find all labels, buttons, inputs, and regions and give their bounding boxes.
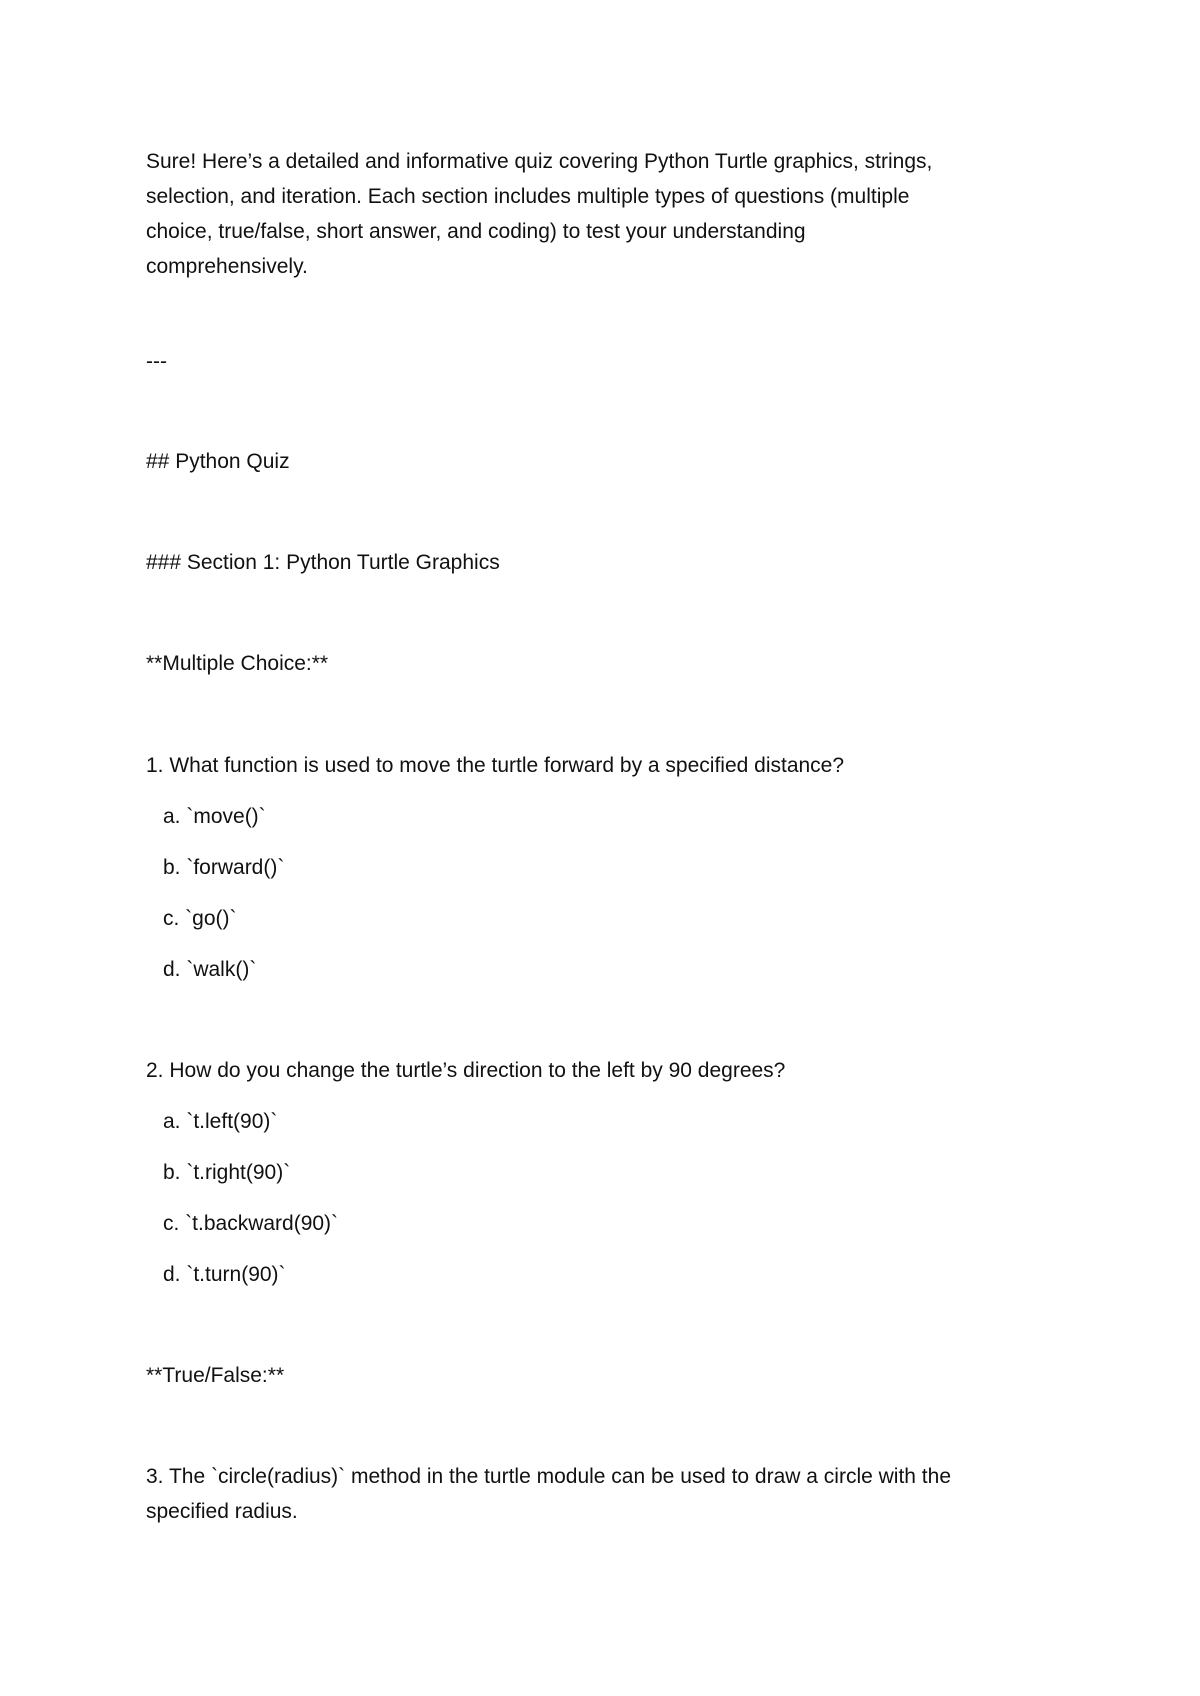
quiz-title: ## Python Quiz bbox=[146, 450, 290, 473]
question-2: 2. How do you change the turtle’s direction to the left by 90 degrees? bbox=[146, 1059, 786, 1082]
question-1-option-c: c. `go()` bbox=[163, 907, 237, 930]
multiple-choice-label: **Multiple Choice:** bbox=[146, 652, 329, 675]
question-3 bbox=[146, 1459, 1076, 1529]
intro-line: comprehensively. bbox=[146, 255, 308, 278]
question-1: 1. What function is used to move the turtle forward by a specified distance? bbox=[146, 754, 845, 777]
question-2-option-a: a. `t.left(90)` bbox=[163, 1110, 278, 1133]
question-1-option-a: a. `move()` bbox=[163, 805, 266, 828]
true-false-label: **True/False:** bbox=[146, 1364, 285, 1387]
question-2-option-c: c. `t.backward(90)` bbox=[163, 1212, 339, 1235]
divider-text: --- bbox=[146, 350, 167, 373]
section-1-title: ### Section 1: Python Turtle Graphics bbox=[146, 551, 500, 574]
question-1-option-d: d. `walk()` bbox=[163, 958, 257, 981]
intro-line: choice, true/false, short answer, and coding) to test your understanding bbox=[146, 220, 806, 243]
question-1-option-b: b. `forward()` bbox=[163, 856, 285, 879]
question-3-line: specified radius. bbox=[146, 1500, 298, 1523]
intro-line: Sure! Here’s a detailed and informative quiz covering Python Turtle graphics, strings, bbox=[146, 150, 933, 173]
question-2-option-d: d. `t.turn(90)` bbox=[163, 1263, 286, 1286]
intro-line: selection, and iteration. Each section includes multiple types of questions (multiple bbox=[146, 185, 910, 208]
question-3-line: 3. The `circle(radius)` method in the turtle module can be used to draw a circle with the bbox=[146, 1465, 951, 1488]
question-2-option-b: b. `t.right(90)` bbox=[163, 1161, 291, 1184]
intro-paragraph bbox=[146, 144, 1076, 284]
